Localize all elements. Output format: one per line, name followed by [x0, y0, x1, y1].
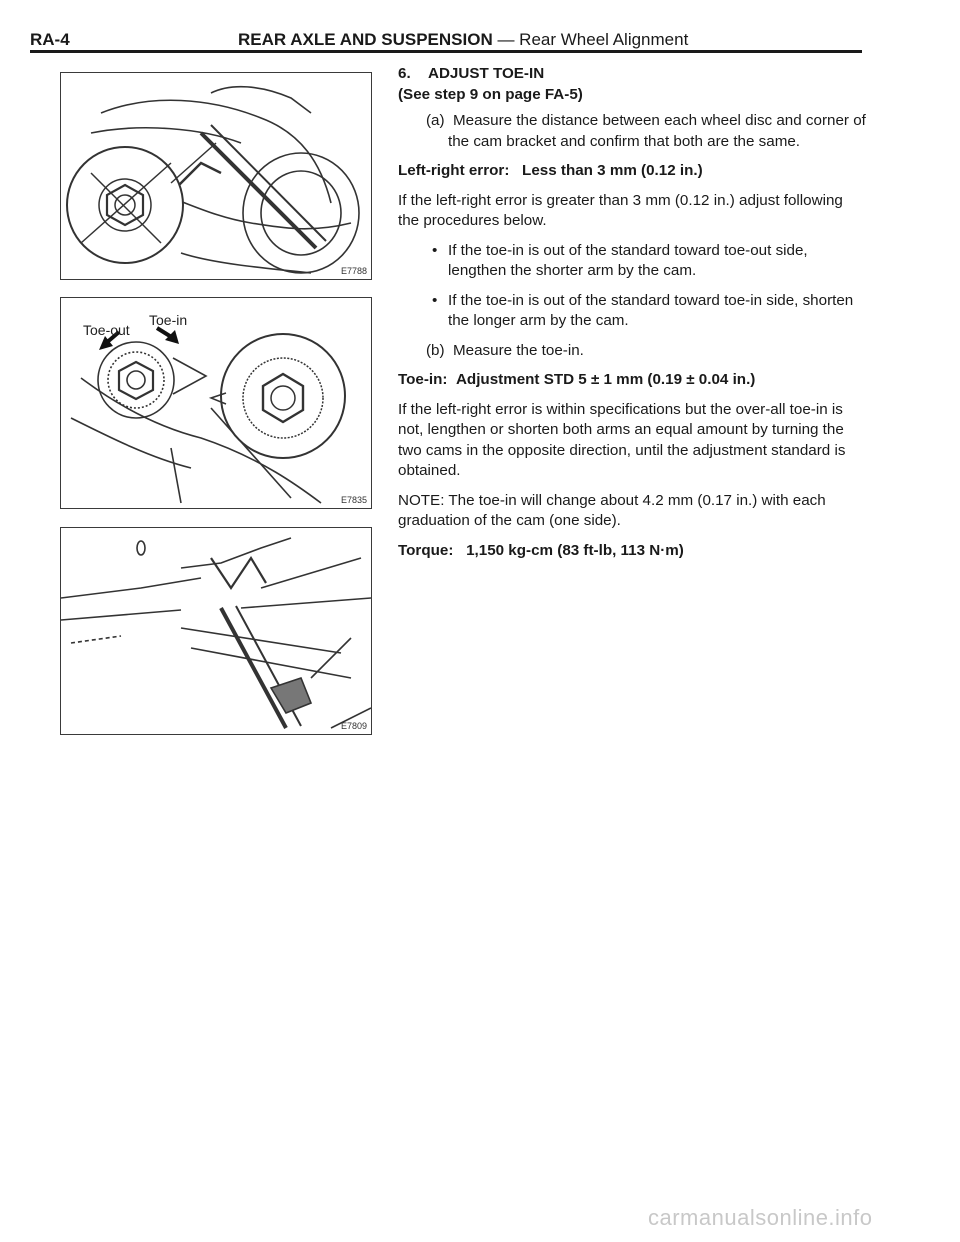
zoom-circle: [67, 147, 183, 263]
section-title-bold: REAR AXLE AND SUSPENSION: [238, 30, 493, 49]
figure-wrench-on-cam: [60, 72, 372, 280]
bullet-text: If the toe-in is out of the standard toward toe-out side, lengthen the shorter arm by the cam.: [448, 241, 808, 279]
step-heading: [398, 64, 868, 85]
step-title: ADJUST TOE-IN: [428, 65, 545, 82]
toe-in-label: Toe-in: [149, 312, 188, 328]
wrench-cam-illustration: [61, 73, 371, 279]
watermark: carmanualsonline.info: [648, 1205, 873, 1230]
figure-toe-direction: [60, 297, 372, 509]
bullet-text: If the toe-in is out of the standard toward toe-in side, shorten the longer arm by the cam.: [448, 291, 854, 329]
spec-paragraph: If the left-right error is within specifications but the over-all toe-in is not, lengthen or shorten both arms an equal amount by turning the two cams in the opposite direction, until the adjustment standard is obtained.: [398, 400, 846, 479]
arm-measurement-illustration: [61, 528, 371, 734]
note-paragraph: NOTE: The toe-in will change about 4.2 mm (0.17 in.) with each graduation of the cam (one side).: [398, 491, 826, 529]
toe-value: Adjustment STD 5 ± 1 mm (0.19 ± 0.04 in.): [455, 371, 756, 388]
zoom-circle: [221, 334, 345, 458]
figure-code: E7809: [340, 721, 367, 731]
torque-spec: [398, 541, 868, 562]
lr-value: Less than 3 mm (0.12 in.): [522, 162, 703, 179]
substep-a-marker: (a): [426, 112, 445, 129]
procedure-text: [398, 64, 868, 561]
left-right-error-spec: [398, 161, 868, 182]
substep-a-text: Measure the distance between each wheel disc and corner of the cam bracket and confirm that both are the same.: [448, 112, 866, 150]
torque-value: 1,150 kg-cm (83 ft-lb, 113 N·m): [466, 541, 684, 559]
page-number: RA-4: [30, 30, 70, 49]
figure-code: E7788: [340, 266, 367, 276]
section-title: [238, 30, 688, 50]
toe-in-spec: [398, 370, 868, 391]
toe-label: Toe-in:: [398, 371, 448, 388]
figure-arm-measurement: [60, 527, 372, 735]
substep-b-text: Measure the toe-in.: [453, 341, 584, 359]
step-reference: (See step 9 on page FA-5): [398, 85, 583, 103]
step-number: 6.: [398, 65, 411, 82]
toe-out-label: Toe-out: [83, 322, 130, 338]
bullet-item: • If the toe-in is out of the standard toward toe-in side, shorten the longer arm by the cam.: [432, 291, 854, 329]
lr-paragraph: If the left-right error is greater than 3 mm (0.12 in.) adjust following the procedures below.: [398, 191, 843, 229]
substep-b-marker: (b): [426, 341, 445, 359]
bullet-item: • If the toe-in is out of the standard toward toe-out side, lengthen the shorter arm by the cam.: [432, 241, 808, 279]
section-subtitle: — Rear Wheel Alignment: [492, 30, 689, 49]
substep-a: [398, 111, 868, 152]
figure-code: E7835: [340, 495, 367, 505]
lr-label: Left-right error:: [398, 162, 510, 179]
header-rule: [30, 50, 862, 53]
torque-label: Torque:: [398, 541, 454, 559]
substep-b: [398, 341, 868, 362]
